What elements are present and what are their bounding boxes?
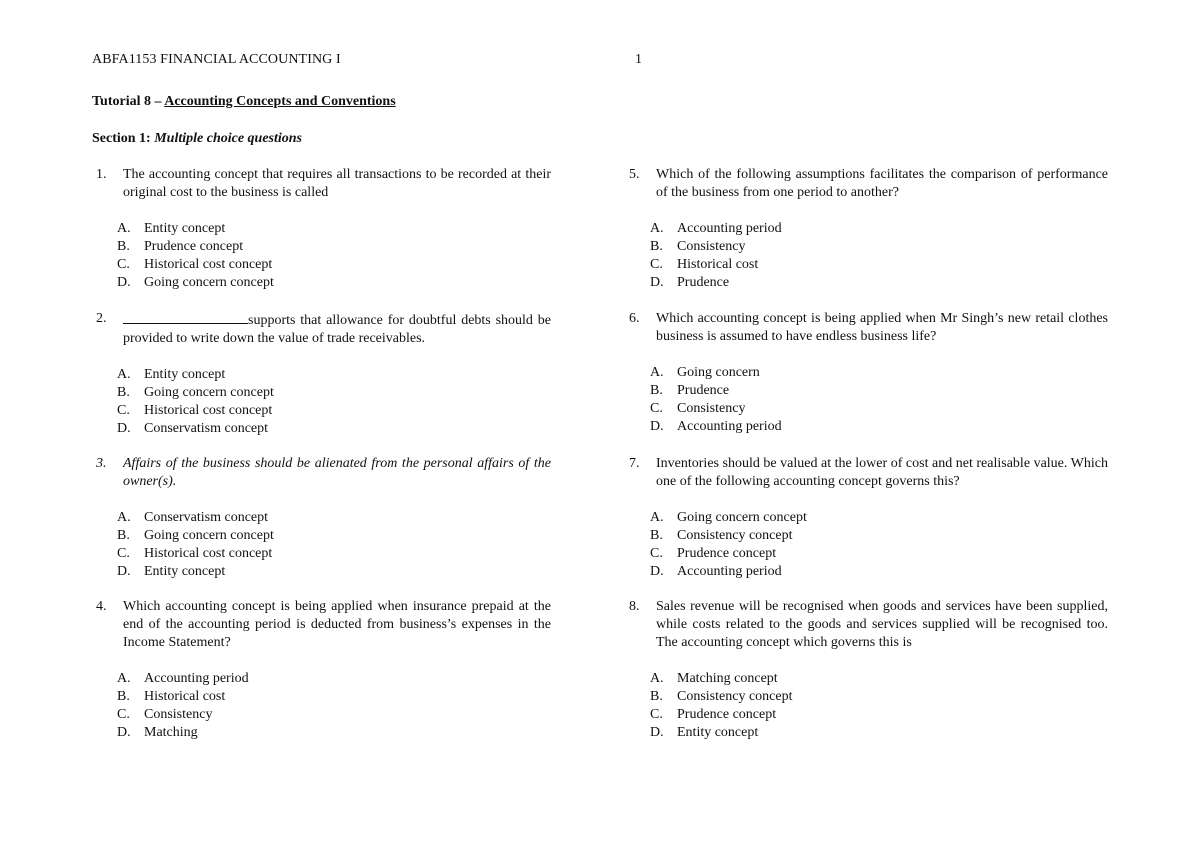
- option-letter: B.: [117, 528, 130, 543]
- question-text: Inventories should be valued at the lower of cost and net realisable value. Which one of the following accounting concept governs this?: [656, 456, 1108, 489]
- option-letter: D.: [650, 419, 664, 434]
- option-b: [650, 382, 1108, 400]
- option-text: Matching: [144, 725, 198, 740]
- fill-in-blank: [123, 310, 248, 324]
- option-a: [117, 220, 551, 238]
- option-text: Going concern: [677, 365, 760, 380]
- question-4: [96, 598, 551, 742]
- option-d: [650, 563, 1108, 581]
- option-letter: C.: [117, 546, 130, 561]
- question-stem: [629, 166, 1108, 202]
- option-a: [117, 670, 551, 688]
- option-a: [117, 366, 551, 384]
- section-subtitle: Multiple choice questions: [154, 131, 303, 146]
- option-c: [117, 402, 551, 420]
- question-stem: [96, 310, 551, 348]
- option-letter: D.: [650, 564, 664, 579]
- option-letter: A.: [117, 671, 131, 686]
- option-text: Going concern concept: [144, 385, 274, 400]
- option-text: Prudence concept: [677, 546, 777, 561]
- option-letter: B.: [117, 239, 130, 254]
- option-text: Accounting period: [677, 419, 782, 434]
- option-letter: C.: [650, 546, 663, 561]
- question-6: [629, 310, 1108, 436]
- option-text: Entity concept: [144, 367, 226, 382]
- option-text: Going concern concept: [144, 528, 274, 543]
- question-stem: [96, 166, 551, 202]
- option-letter: A.: [650, 671, 664, 686]
- option-text: Historical cost concept: [144, 403, 273, 418]
- option-text: Historical cost: [144, 689, 226, 704]
- option-text: Consistency: [677, 239, 746, 254]
- option-text: Matching concept: [677, 671, 778, 686]
- option-d: [117, 420, 551, 438]
- option-letter: D.: [650, 725, 664, 740]
- option-text: Consistency: [144, 707, 213, 722]
- option-text: Historical cost concept: [144, 546, 273, 561]
- question-3: [96, 455, 551, 581]
- option-d: [117, 724, 551, 742]
- option-text: Historical cost: [677, 257, 759, 272]
- question-text: Which accounting concept is being applied when insurance prepaid at the end of the accounting period is deducted from business’s expenses in the Income Statement?: [123, 599, 551, 650]
- option-letter: B.: [117, 385, 130, 400]
- question-number: 8.: [629, 599, 640, 614]
- option-letter: C.: [117, 707, 130, 722]
- option-b: [117, 688, 551, 706]
- tutorial-title: [92, 94, 396, 110]
- option-letter: A.: [117, 367, 131, 382]
- question-stem: [629, 310, 1108, 346]
- option-a: [650, 509, 1108, 527]
- option-a: [650, 220, 1108, 238]
- question-8: [629, 598, 1108, 742]
- option-letter: C.: [650, 401, 663, 416]
- tutorial-topic: Accounting Concepts and Conventions: [164, 94, 396, 109]
- option-text: Entity concept: [144, 221, 226, 236]
- option-a: [117, 509, 551, 527]
- option-letter: A.: [650, 510, 664, 525]
- answer-options: [117, 509, 551, 581]
- option-d: [117, 274, 551, 292]
- option-text: Conservatism concept: [144, 421, 269, 436]
- question-number: 6.: [629, 311, 640, 326]
- option-text: Prudence concept: [144, 239, 244, 254]
- option-text: Prudence concept: [677, 707, 777, 722]
- question-2: [96, 310, 551, 438]
- question-number: 7.: [629, 456, 640, 471]
- option-letter: B.: [650, 528, 663, 543]
- question-text: supports that allowance for doubtful debts should be provided to write down the value of trade receivables.: [123, 313, 551, 346]
- option-d: [650, 724, 1108, 742]
- option-b: [117, 527, 551, 545]
- question-number: 2.: [96, 311, 107, 326]
- tutorial-prefix: Tutorial 8 –: [92, 94, 165, 109]
- option-text: Accounting period: [677, 564, 782, 579]
- answer-options: [650, 364, 1108, 436]
- option-text: Consistency concept: [677, 528, 793, 543]
- option-text: Entity concept: [144, 564, 226, 579]
- option-text: Conservatism concept: [144, 510, 269, 525]
- course-title: ABFA1153 FINANCIAL ACCOUNTING I: [92, 52, 341, 67]
- section-title: [92, 131, 302, 147]
- option-text: Accounting period: [144, 671, 249, 686]
- option-letter: D.: [117, 564, 131, 579]
- option-text: Prudence: [677, 275, 730, 290]
- option-text: Historical cost concept: [144, 257, 273, 272]
- question-text: The accounting concept that requires all transactions to be recorded at their original cost to the business is called: [123, 167, 551, 200]
- option-text: Going concern concept: [677, 510, 807, 525]
- answer-options: [117, 670, 551, 742]
- option-letter: B.: [117, 689, 130, 704]
- option-b: [650, 527, 1108, 545]
- option-c: [650, 400, 1108, 418]
- option-letter: C.: [117, 257, 130, 272]
- option-letter: D.: [650, 275, 664, 290]
- option-letter: C.: [117, 403, 130, 418]
- question-text: Sales revenue will be recognised when goods and services have been supplied, while costs related to the goods and services supplied will be recognised too. The accounting concept which governs this is: [656, 599, 1108, 650]
- option-c: [117, 706, 551, 724]
- option-c: [650, 545, 1108, 563]
- answer-options: [650, 509, 1108, 581]
- option-letter: A.: [117, 510, 131, 525]
- option-letter: C.: [650, 707, 663, 722]
- option-c: [117, 545, 551, 563]
- page-header: [92, 52, 1108, 70]
- option-letter: B.: [650, 689, 663, 704]
- option-d: [650, 274, 1108, 292]
- option-c: [117, 256, 551, 274]
- question-5: [629, 166, 1108, 292]
- option-b: [650, 688, 1108, 706]
- option-c: [650, 706, 1108, 724]
- option-text: Accounting period: [677, 221, 782, 236]
- option-text: Prudence: [677, 383, 730, 398]
- option-d: [650, 418, 1108, 436]
- option-d: [117, 563, 551, 581]
- option-letter: B.: [650, 239, 663, 254]
- option-letter: A.: [650, 221, 664, 236]
- answer-options: [650, 670, 1108, 742]
- option-text: Going concern concept: [144, 275, 274, 290]
- option-letter: D.: [117, 725, 131, 740]
- question-text: Which accounting concept is being applied when Mr Singh’s new retail clothes business is assumed to have endless business life?: [656, 311, 1108, 344]
- question-number: 4.: [96, 599, 107, 614]
- question-stem: [629, 598, 1108, 652]
- option-b: [117, 384, 551, 402]
- answer-options: [650, 220, 1108, 292]
- option-a: [650, 670, 1108, 688]
- option-b: [117, 238, 551, 256]
- option-a: [650, 364, 1108, 382]
- option-text: Entity concept: [677, 725, 759, 740]
- option-letter: C.: [650, 257, 663, 272]
- page-number: 1: [635, 52, 642, 67]
- option-letter: D.: [117, 275, 131, 290]
- question-stem: [96, 598, 551, 652]
- option-letter: A.: [117, 221, 131, 236]
- option-text: Consistency concept: [677, 689, 793, 704]
- question-stem: [96, 455, 551, 491]
- question-number: 5.: [629, 167, 640, 182]
- question-number: 3.: [96, 456, 107, 471]
- option-c: [650, 256, 1108, 274]
- question-stem: [629, 455, 1108, 491]
- option-b: [650, 238, 1108, 256]
- option-text: Consistency: [677, 401, 746, 416]
- question-text: Affairs of the business should be alienated from the personal affairs of the owner(s).: [123, 456, 551, 489]
- option-letter: B.: [650, 383, 663, 398]
- answer-options: [117, 220, 551, 292]
- question-text: Which of the following assumptions facilitates the comparison of performance of the business from one period to another?: [656, 167, 1108, 200]
- section-prefix: Section 1:: [92, 131, 155, 146]
- question-7: [629, 455, 1108, 581]
- question-1: [96, 166, 551, 292]
- question-number: 1.: [96, 167, 107, 182]
- option-letter: D.: [117, 421, 131, 436]
- option-letter: A.: [650, 365, 664, 380]
- answer-options: [117, 366, 551, 438]
